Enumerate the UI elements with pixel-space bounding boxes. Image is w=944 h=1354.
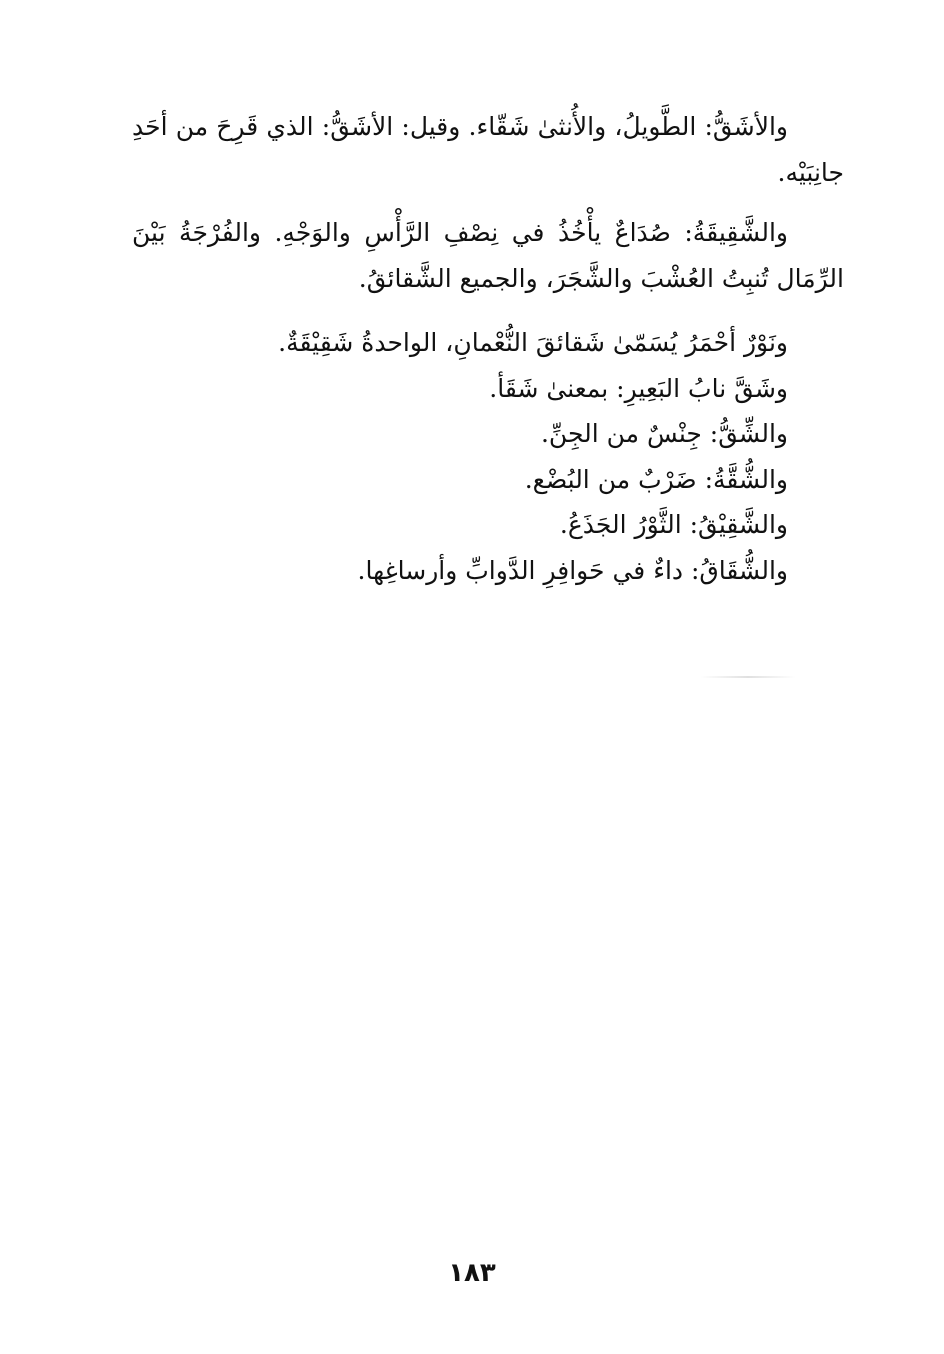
- list-item: والشُّقَّةُ: ضَرْبٌ من البُضْع.: [524, 464, 788, 494]
- entry-list: [148, 320, 788, 593]
- list-item: ونَوْرٌ أحْمَرُ يُسَمّىٰ شَقائقَ النُّعْمانِ، الواحدةُ شَقِيْقَةٌ.: [278, 328, 788, 357]
- list-item: والشَّقِيْقُ: الثَّوْرُ الجَذَعُ.: [559, 510, 788, 539]
- list-item: وشَقَّ نابُ البَعِيرِ: بمعنىٰ شَقَأ.: [489, 373, 788, 403]
- paragraph-2-text: والشَّقِيقَةُ: صُدَاعٌ يأْخُذُ في نِصْفِ الرَّأْسِ والوَجْهِ. والفُرْجَةُ بَيْنَ الرِّمَال تُنبِتُ العُشْبَ والشَّجَرَ، والجميع الشَّقائقُ.: [132, 218, 844, 293]
- list-item: والشِّقُّ: جِنْسٌ من الجِنِّ.: [540, 419, 788, 448]
- scan-smudge: [700, 676, 796, 678]
- paragraph-2: [132, 210, 844, 302]
- paragraph-1: [132, 104, 844, 196]
- paragraph-1-text: والأشَقُّ: الطَّويلُ، والأُنثىٰ شَقّاء. وقيل: الأشَقُّ: الذي قَرِحَ من أحَدِ جانِبَيْه.: [132, 112, 844, 187]
- page-number: ١٨٣: [448, 1258, 496, 1288]
- list-item: والشُّقَاقُ: داءٌ في حَوافِرِ الدَّوابِّ وأرساغِها.: [357, 555, 788, 585]
